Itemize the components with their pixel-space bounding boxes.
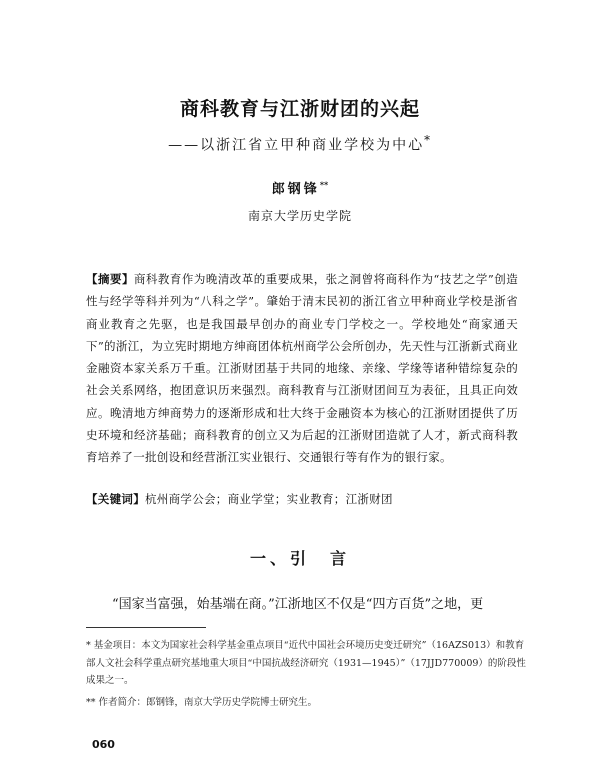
- abstract-label: 【摘要】: [86, 272, 134, 286]
- footnote-mark: **: [86, 696, 96, 708]
- footnote-mark: *: [86, 640, 91, 651]
- author-affiliation: 南京大学历史学院: [247, 209, 352, 223]
- author-name: [0, 178, 600, 197]
- footnote-text: 作者简介：郎钢锋，南京大学历史学院博士研究生。: [98, 696, 318, 708]
- footnote-divider: [86, 627, 206, 628]
- body-paragraph: “国家当富强，始基端在商。”江浙地区不仅是“四方百货”之地，更: [112, 597, 484, 612]
- abstract-text: 商科教育作为晚清改革的重要成果，张之洞曾将商科作为“技艺之学”创造性与经学等科并列为“八科之学”。肇始于清末民初的浙江省立甲种商业学校是浙省商业教育之先驱，也是我国最早创办的商业专门学校之一。学校地处“商家通天下”的浙江，为立宪时期地方绅商团体杭州商学公会所创办，先天性与江浙新式商业金融资本家关系万千重。江浙财团基于共同的地缘、亲缘、学缘等诸种错综复杂的社会关系网络，抱团意识历来强烈。商科教育与江浙财团间互为表征，且具正向效应。晚清地方绅商势力的逐渐形成和壮大终于金融资本为核心的江浙财团提供了历史环境和经济基础；商科教育的创立又为后起的江浙财团造就了人才，新式商科教育培养了一批创设和经营浙江实业银行、交通银行等有作为的银行家。: [86, 272, 518, 465]
- subtitle-text: ——以浙江省立甲种商业学校为中心: [168, 137, 425, 154]
- article-title: 商科教育与江浙财团的兴起: [179, 98, 420, 120]
- footnote-author-bio: [86, 694, 526, 712]
- author-name-text: 郎钢锋: [271, 182, 320, 197]
- author-footnote-mark: **: [319, 179, 329, 190]
- keywords-block: [86, 488, 518, 510]
- page-number: 060: [92, 738, 115, 751]
- footnote-funding: [86, 637, 526, 690]
- section-heading: 一、引 言: [249, 549, 350, 568]
- abstract-block: [86, 268, 518, 469]
- article-subtitle: [0, 133, 600, 155]
- keywords-text: 杭州商学公会；商业学堂；实业教育；江浙财团: [145, 492, 393, 506]
- footnotes: [86, 637, 526, 715]
- keywords-label: 【关键词】: [86, 492, 145, 506]
- footnote-text: 基金项目：本文为国家社会科学基金重点项目“近代中国社会环境历史变迁研究”（16AZS013）和教育部人文社会科学重点研究基地重大项目“中国抗战经济研究（1931—1945）”（17JJD770009）的阶段性成果之一。: [86, 640, 526, 686]
- subtitle-footnote-mark: *: [424, 133, 432, 147]
